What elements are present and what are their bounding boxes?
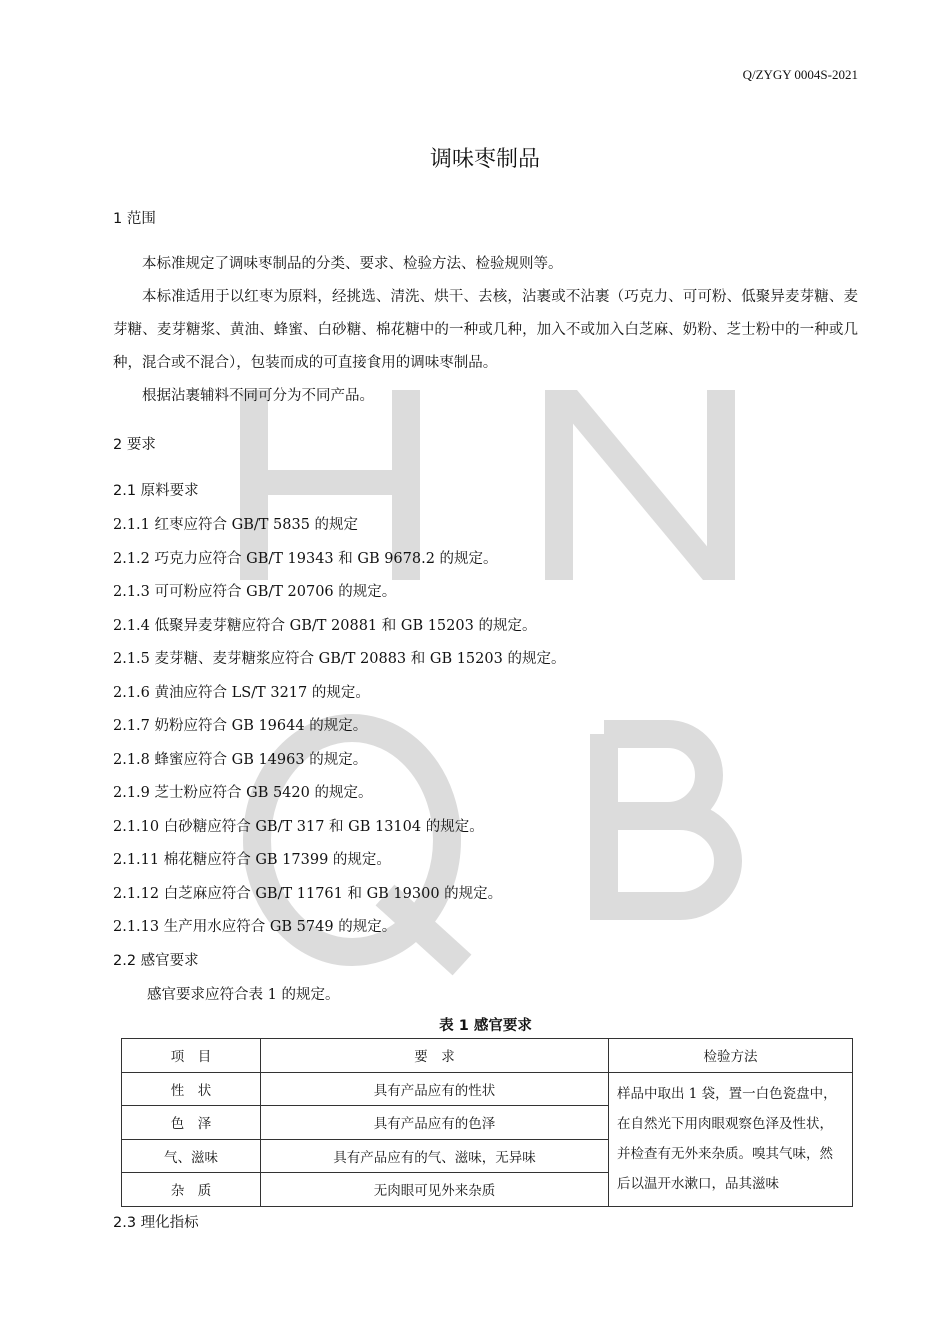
requirement-item: 2.1.6 黄油应符合 LS/T 3217 的规定。	[113, 684, 370, 701]
page-title: 调味枣制品	[429, 147, 540, 172]
table-header-row	[122, 1039, 853, 1073]
method-cell: 样品中取出 1 袋，置一白色瓷盘中，在自然光下用肉眼观察色泽及性状，并检查有无外来杂质。嗅其气味，然后以温开水漱口，品其滋味	[609, 1072, 853, 1206]
watermark-letter-n	[545, 390, 735, 580]
section-heading: 1 范围	[113, 211, 156, 227]
header-cell: 项 目	[122, 1039, 261, 1073]
requirement-item: 2.1.7 奶粉应符合 GB 19644 的规定。	[113, 718, 368, 734]
requirement-cell: 具有产品应有的色泽	[261, 1106, 609, 1140]
sensory-table	[121, 1038, 853, 1207]
requirement-item: 2.1.1 红枣应符合 GB/T 5835 的规定	[113, 517, 359, 533]
requirement-item: 2.1.4 低聚异麦芽糖应符合 GB/T 20881 和 GB 15203 的规定。	[113, 617, 537, 634]
standard-code: Q/ZYGY 0004S-2021	[742, 67, 858, 82]
item-cell: 杂 质	[122, 1173, 261, 1207]
requirement-item: 2.1.9 芝士粉应符合 GB 5420 的规定。	[113, 785, 373, 801]
scope-section	[113, 248, 858, 413]
requirement-cell: 具有产品应有的性状	[261, 1072, 609, 1106]
requirement-item: 2.1.12 白芝麻应符合 GB/T 11761 和 GB 19300 的规定。	[113, 885, 503, 902]
requirement-cell: 具有产品应有的气、滋味，无异味	[261, 1139, 609, 1173]
subsection-heading: 2.2 感官要求	[113, 953, 199, 969]
requirement-item: 2.1.10 白砂糖应符合 GB/T 317 和 GB 13104 的规定。	[113, 818, 484, 835]
section-heading: 2 要求	[113, 437, 156, 453]
paragraph: 根据沾裹辅料不同可分为不同产品。	[142, 388, 374, 404]
table-caption: 表 1 感官要求	[439, 1018, 532, 1034]
watermark-letter-b	[604, 734, 728, 906]
item-cell: 色 泽	[122, 1106, 261, 1140]
item-cell: 性 状	[122, 1072, 261, 1106]
table-block	[113, 1016, 858, 1233]
requirement-cell: 无肉眼可见外来杂质	[261, 1173, 609, 1207]
header-cell: 检验方法	[609, 1039, 853, 1073]
requirement-item: 2.1.3 可可粉应符合 GB/T 20706 的规定。	[113, 584, 397, 600]
subsection-heading: 2.3 理化指标	[113, 1214, 199, 1231]
paragraph: 本标准规定了调味枣制品的分类、要求、检验方法、检验规则等。	[142, 256, 563, 272]
requirement-item: 2.1.5 麦芽糖、麦芽糖浆应符合 GB/T 20883 和 GB 15203 的规定。	[113, 651, 566, 667]
header-cell: 要 求	[261, 1039, 609, 1073]
item-cell: 气、滋味	[122, 1139, 261, 1173]
requirement-item: 2.1.11 棉花糖应符合 GB 17399 的规定。	[113, 852, 391, 868]
table-row	[122, 1072, 853, 1106]
paragraph: 本标准适用于以红枣为原料，经挑选、清洗、烘干、去核，沾裹或不沾裹（巧克力、可可粉、低聚异麦芽糖、麦芽糖、麦芽糖浆、黄油、蜂蜜、白砂糖、棉花糖中的一种或几种，加入不或加入白芝麻、奶粉、芝士粉中的一种或几种，混合或不混合），包装而成的可直接食用的调味枣制品。	[113, 289, 858, 371]
subsection-heading: 2.1 原料要求	[113, 483, 199, 499]
requirement-item: 2.1.2 巧克力应符合 GB/T 19343 和 GB 9678.2 的规定。	[113, 550, 498, 567]
requirement-item: 2.1.13 生产用水应符合 GB 5749 的规定。	[113, 919, 397, 935]
requirement-item: 2.1.8 蜂蜜应符合 GB 14963 的规定。	[113, 751, 368, 768]
paragraph: 感官要求应符合表 1 的规定。	[147, 987, 340, 1003]
